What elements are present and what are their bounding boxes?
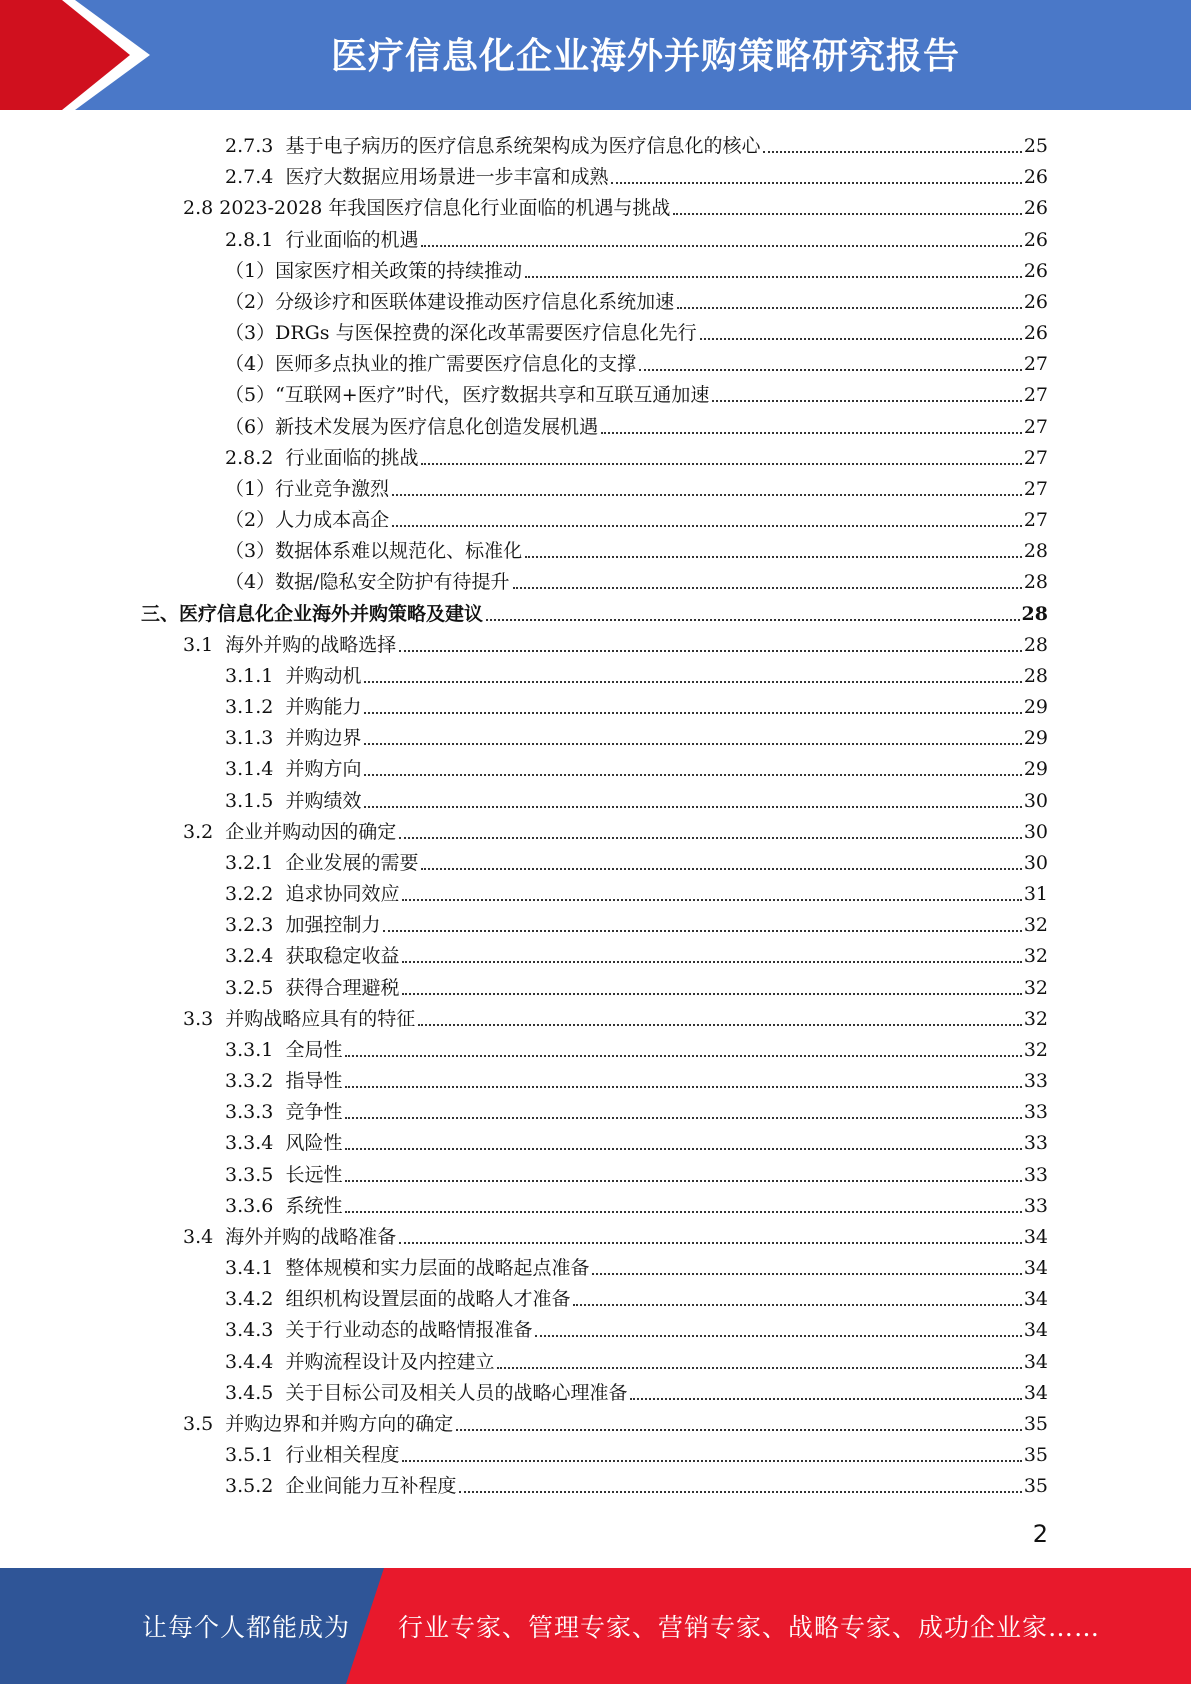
toc-entry-number: 2.7.3	[225, 135, 286, 157]
toc-entry-page: 27	[1023, 446, 1048, 469]
toc-entry-page: 32	[1023, 1007, 1048, 1030]
toc-entry[interactable]	[225, 470, 1048, 501]
toc-entry-label: 关于目标公司及相关人员的战略心理准备	[285, 1381, 628, 1404]
toc-entry-number: 3.3.6	[225, 1194, 286, 1217]
toc-entry[interactable]	[225, 1062, 1048, 1093]
toc-entry-label: 系统性	[285, 1194, 343, 1217]
toc-entry-label: 行业面临的机遇	[285, 228, 419, 251]
toc-dot-leader	[525, 276, 1022, 278]
toc-entry-page: 35	[1023, 1475, 1048, 1498]
toc-entry-number: 3.3	[183, 1007, 226, 1030]
toc-dot-leader	[345, 1055, 1021, 1057]
toc-entry-page: 32	[1023, 1038, 1048, 1061]
toc-entry-label: （4）医师多点执业的推广需要医疗信息化的支撑	[225, 353, 637, 376]
toc-entry[interactable]	[225, 782, 1048, 813]
toc-entry-page: 30	[1023, 820, 1048, 843]
toc-dot-leader	[364, 743, 1021, 745]
toc-entry-label: （1）国家医疗相关政策的持续推动	[225, 259, 523, 282]
toc-entry-label: 行业面临的挑战	[285, 446, 419, 469]
toc-entry-label: 并购方向	[285, 758, 362, 781]
toc-entry-page: 32	[1023, 914, 1048, 937]
toc-entry-label: 并购动机	[285, 664, 362, 687]
toc-entry-label: （2）分级诊疗和医联体建设推动医疗信息化系统加速	[225, 290, 675, 313]
toc-entry-number: 3.5.2	[225, 1475, 286, 1498]
toc-entry-number: 3.4	[183, 1225, 226, 1248]
toc-entry-page: 28	[1023, 664, 1048, 687]
toc-entry-page: 34	[1023, 1257, 1048, 1280]
toc-entry-page: 30	[1023, 851, 1048, 874]
toc-entry[interactable]	[225, 1156, 1048, 1187]
toc-entry-number: 3.2.4	[225, 945, 286, 968]
toc-entry[interactable]	[183, 1405, 1048, 1436]
toc-entry-page: 26	[1023, 228, 1048, 251]
toc-dot-leader	[392, 494, 1022, 496]
toc-dot-leader	[399, 650, 1022, 652]
toc-dot-leader	[630, 1398, 1021, 1400]
toc-entry-number: 3.3.3	[225, 1101, 286, 1124]
toc-entry-label: （3）DRGs 与医保控费的深化改革需要医疗信息化先行	[225, 322, 697, 345]
report-title: 医疗信息化企业海外并购策略研究报告	[330, 35, 960, 77]
toc-entry-page: 26	[1023, 166, 1048, 189]
toc-entry-page: 34	[1023, 1288, 1048, 1311]
toc-entry-page: 28	[1023, 571, 1048, 594]
toc-entry-page: 27	[1023, 353, 1048, 376]
toc-entry-page: 33	[1023, 1070, 1048, 1093]
toc-dot-leader	[399, 837, 1022, 839]
toc-entry-page: 28	[1023, 633, 1048, 656]
toc-entry-page: 25	[1023, 135, 1048, 157]
toc-entry-page: 33	[1023, 1163, 1048, 1186]
toc-dot-leader	[402, 1460, 1021, 1462]
toc-dot-leader	[456, 1429, 1022, 1431]
toc-entry-label: 加强控制力	[285, 914, 381, 937]
toc-entry-label: （4）数据/隐私安全防护有待提升	[225, 571, 510, 594]
toc-entry-number: 3.1.2	[225, 696, 286, 719]
toc-entry-number: 3.1.5	[225, 789, 286, 812]
toc-entry[interactable]	[225, 844, 1048, 875]
toc-entry[interactable]	[225, 688, 1048, 719]
toc-entry[interactable]	[225, 1031, 1048, 1062]
toc-dot-leader	[345, 1086, 1021, 1088]
toc-entry[interactable]	[225, 906, 1048, 937]
toc-dot-leader	[592, 1273, 1021, 1275]
toc-entry-number: 2.8.1	[225, 228, 286, 251]
toc-entry[interactable]	[183, 1218, 1048, 1249]
toc-entry[interactable]	[183, 626, 1048, 657]
toc-entry-page: 27	[1023, 384, 1048, 407]
toc-dot-leader	[525, 556, 1022, 558]
toc-entry-number: 3.2.1	[225, 851, 286, 874]
toc-entry[interactable]	[183, 1000, 1048, 1031]
toc-entry-page: 33	[1023, 1101, 1048, 1124]
toc-dot-leader	[712, 400, 1021, 402]
toc-dot-leader	[345, 1180, 1021, 1182]
toc-dot-leader	[601, 432, 1022, 434]
toc-entry[interactable]	[225, 1249, 1048, 1280]
toc-entry-label: 并购边界和并购方向的确定	[225, 1412, 454, 1435]
toc-entry-page: 28	[1021, 602, 1048, 625]
toc-dot-leader	[402, 961, 1021, 963]
toc-dot-leader	[611, 182, 1021, 184]
toc-dot-leader	[345, 1117, 1021, 1119]
toc-dot-leader	[418, 1024, 1022, 1026]
toc-entry-label: 企业发展的需要	[285, 851, 419, 874]
toc-entry-number: 3.2.5	[225, 976, 286, 999]
toc-entry-label: 整体规模和实力层面的战略起点准备	[285, 1257, 590, 1280]
toc-entry-number: 2.7.4	[225, 166, 286, 189]
toc-entry[interactable]	[225, 532, 1048, 563]
toc-entry-label: （5）“互联网+医疗”时代，医疗数据共享和互联互通加速	[225, 384, 710, 407]
toc-entry[interactable]	[225, 1124, 1048, 1155]
toc-entry[interactable]	[225, 1280, 1048, 1311]
toc-entry-number: 3.4.3	[225, 1319, 286, 1342]
toc-entry-number: 3.3.1	[225, 1038, 286, 1061]
toc-entry-number: 3.2.2	[225, 883, 286, 906]
toc-entry[interactable]	[225, 1343, 1048, 1374]
toc-entry[interactable]	[225, 1436, 1048, 1467]
toc-entry-page: 28	[1023, 540, 1048, 563]
chevron-arrow-icon	[0, 0, 150, 110]
toc-dot-leader	[573, 1304, 1021, 1306]
toc-dot-leader	[677, 307, 1022, 309]
toc-entry-label: 关于行业动态的战略情报准备	[285, 1319, 533, 1342]
toc-entry-number: 3.4.2	[225, 1288, 286, 1311]
toc-entry-label: 企业间能力互补程度	[285, 1475, 457, 1498]
toc-entry[interactable]	[183, 813, 1048, 844]
toc-entry-label: 指导性	[285, 1070, 343, 1093]
toc-entry-label: 海外并购的战略选择	[225, 633, 397, 656]
toc-entry[interactable]	[225, 345, 1048, 376]
toc-entry-page: 33	[1023, 1194, 1048, 1217]
toc-dot-leader	[345, 1211, 1021, 1213]
toc-entry-number: 3.3.2	[225, 1070, 286, 1093]
toc-dot-leader	[421, 245, 1021, 247]
toc-entry[interactable]	[141, 595, 1048, 626]
toc-dot-leader	[364, 806, 1021, 808]
toc-entry-page: 26	[1023, 290, 1048, 313]
toc-entry[interactable]	[225, 127, 1048, 158]
toc-dot-leader	[364, 712, 1021, 714]
toc-entry-label: 并购能力	[285, 696, 362, 719]
toc-entry-number: 3.3.5	[225, 1163, 286, 1186]
toc-entry-label: 风险性	[285, 1132, 343, 1155]
toc-entry-label: 行业相关程度	[285, 1444, 400, 1467]
toc-entry-page: 30	[1023, 789, 1048, 812]
toc-entry-label: （6）新技术发展为医疗信息化创造发展机遇	[225, 415, 599, 438]
toc-entry-label: 追求协同效应	[285, 883, 400, 906]
toc-entry-number: 2.8.2	[225, 446, 286, 469]
page-footer	[0, 1568, 1191, 1684]
toc-entry-label: 全局性	[285, 1038, 343, 1061]
toc-entry-number: 3.1.1	[225, 664, 286, 687]
toc-dot-leader	[497, 1367, 1021, 1369]
toc-entry[interactable]	[225, 252, 1048, 283]
toc-entry[interactable]	[225, 314, 1048, 345]
toc-entry[interactable]	[225, 1374, 1048, 1405]
toc-entry-page: 34	[1023, 1350, 1048, 1373]
toc-entry-label: （3）数据体系难以规范化、标准化	[225, 540, 523, 563]
toc-entry-label: 组织机构设置层面的战略人才准备	[285, 1288, 571, 1311]
toc-entry-page: 34	[1023, 1225, 1048, 1248]
toc-entry-page: 32	[1023, 945, 1048, 968]
toc-entry-number: 3.3.4	[225, 1132, 286, 1155]
toc-dot-leader	[700, 338, 1022, 340]
toc-entry-label: 三、医疗信息化企业海外并购策略及建议	[141, 602, 484, 625]
toc-dot-leader	[402, 993, 1021, 995]
toc-entry-number: 3.4.5	[225, 1381, 286, 1404]
page-header	[0, 0, 1191, 110]
toc-entry-number: 3.5.1	[225, 1444, 286, 1467]
toc-entry[interactable]	[225, 750, 1048, 781]
toc-entry-number: 3.1	[183, 633, 226, 656]
toc-entry[interactable]	[225, 563, 1048, 594]
toc-entry-page: 29	[1023, 758, 1048, 781]
toc-entry-number: 3.4.4	[225, 1350, 286, 1373]
toc-dot-leader	[383, 930, 1021, 932]
toc-entry-label: 竞争性	[285, 1101, 343, 1124]
toc-entry-label: 长远性	[285, 1163, 343, 1186]
toc-dot-leader	[421, 868, 1021, 870]
footer-slogan-right: 行业专家、管理专家、营销专家、战略专家、成功企业家……	[398, 1613, 1101, 1642]
toc-entry[interactable]	[225, 719, 1048, 750]
toc-entry[interactable]	[225, 875, 1048, 906]
toc-entry[interactable]	[225, 1467, 1048, 1498]
toc-entry-label: 企业并购动因的确定	[225, 820, 397, 843]
toc-entry-label: 并购流程设计及内控建立	[285, 1350, 495, 1373]
toc-dot-leader	[763, 151, 1021, 153]
toc-entry[interactable]	[225, 1093, 1048, 1124]
toc-entry-number: 2.8	[183, 197, 220, 220]
toc-entry[interactable]	[225, 937, 1048, 968]
toc-entry-page: 34	[1023, 1381, 1048, 1404]
toc-dot-leader	[402, 899, 1021, 901]
toc-entry[interactable]	[225, 1187, 1048, 1218]
toc-entry[interactable]	[183, 189, 1048, 220]
toc-dot-leader	[392, 525, 1022, 527]
footer-slogan-left: 让每个人都能成为	[142, 1613, 351, 1642]
toc-dot-leader	[639, 369, 1022, 371]
toc-entry[interactable]	[225, 1311, 1048, 1342]
toc-entry-number: 3.1.4	[225, 758, 286, 781]
toc-entry-number: 3.2	[183, 820, 226, 843]
toc-entry-page: 27	[1023, 415, 1048, 438]
toc-entry-number: 3.4.1	[225, 1257, 286, 1280]
toc-dot-leader	[399, 1242, 1022, 1244]
toc-entry[interactable]	[225, 221, 1048, 252]
toc-entry-page: 35	[1023, 1412, 1048, 1435]
toc-dot-leader	[513, 587, 1022, 589]
toc-entry[interactable]	[225, 657, 1048, 688]
toc-entry[interactable]	[225, 376, 1048, 407]
toc-dot-leader	[459, 1491, 1021, 1493]
toc-entry-page: 27	[1023, 477, 1048, 500]
toc-entry[interactable]	[225, 158, 1048, 189]
toc-entry-label: 并购绩效	[285, 789, 362, 812]
toc-entry-page: 26	[1023, 259, 1048, 282]
toc-entry-page: 33	[1023, 1132, 1048, 1155]
toc-entry-page: 27	[1023, 509, 1048, 532]
toc-entry-label: （2）人力成本高企	[225, 509, 390, 532]
toc-entry-page: 29	[1023, 696, 1048, 719]
toc-entry[interactable]	[225, 501, 1048, 532]
toc-dot-leader	[535, 1335, 1021, 1337]
toc-dot-leader	[364, 774, 1021, 776]
toc-entry-label: 并购战略应具有的特征	[225, 1007, 416, 1030]
toc-entry-page: 35	[1023, 1444, 1048, 1467]
toc-entry-label: 并购边界	[285, 727, 362, 750]
toc-dot-leader	[345, 1148, 1021, 1150]
toc-entry-label: 医疗大数据应用场景进一步丰富和成熟	[285, 166, 609, 189]
toc-entry-page: 26	[1023, 197, 1048, 220]
toc-entry-page: 31	[1023, 883, 1048, 906]
toc-entry-label: （1）行业竞争激烈	[225, 477, 390, 500]
toc-dot-leader	[364, 681, 1021, 683]
toc-entry-label: 基于电子病历的医疗信息系统架构成为医疗信息化的核心	[285, 135, 761, 157]
toc-entry-label: 获得合理避税	[285, 976, 400, 999]
toc-dot-leader	[673, 213, 1021, 215]
toc-entry-label: 海外并购的战略准备	[225, 1225, 397, 1248]
page-number: 2	[1032, 1520, 1048, 1548]
toc-entry-page: 34	[1023, 1319, 1048, 1342]
toc-entry-page: 26	[1023, 322, 1048, 345]
toc-entry-page: 32	[1023, 976, 1048, 999]
toc-entry-number: 3.1.3	[225, 727, 286, 750]
toc-entry-number: 3.2.3	[225, 914, 286, 937]
toc-entry[interactable]	[225, 408, 1048, 439]
toc-entry-label: 获取稳定收益	[285, 945, 400, 968]
toc-entry-number: 3.5	[183, 1412, 226, 1435]
toc-dot-leader	[421, 463, 1021, 465]
toc-entry[interactable]	[225, 283, 1048, 314]
toc-entry[interactable]	[225, 439, 1048, 470]
toc-entry[interactable]	[225, 969, 1048, 1000]
toc-dot-leader	[486, 619, 1020, 621]
toc-entry-label: 2023-2028 年我国医疗信息化行业面临的机遇与挑战	[219, 197, 671, 220]
toc-entry-page: 29	[1023, 727, 1048, 750]
